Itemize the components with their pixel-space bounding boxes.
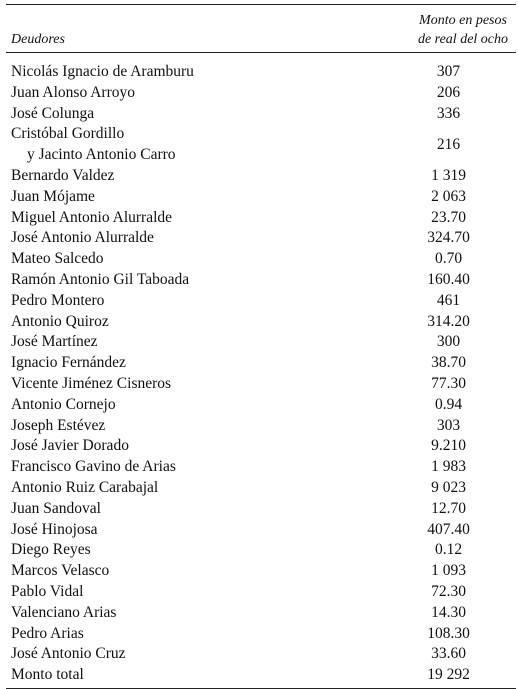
- table-row: [6, 478, 516, 499]
- debt-amount: 12.70: [431, 499, 466, 517]
- debt-amount: 407.40: [427, 520, 470, 538]
- debt-amount: 33.60: [431, 645, 466, 663]
- debt-amount: 461: [436, 291, 461, 309]
- table-row: [6, 62, 516, 83]
- debt-amount: 9 023: [431, 478, 466, 496]
- debtor-name: Diego Reyes: [11, 541, 91, 559]
- debtor-name: José Hinojosa: [11, 520, 98, 538]
- table-row: [6, 166, 516, 187]
- header-amount: [410, 11, 516, 49]
- total-label: Monto total: [11, 666, 84, 684]
- debt-amount: 0.12: [434, 541, 463, 559]
- debt-amount: 300: [436, 333, 461, 351]
- debtor-name: José Martínez: [11, 333, 98, 351]
- table-row: [6, 520, 516, 541]
- debtor-name: Juan Alonso Arroyo: [11, 83, 135, 101]
- table-row: [6, 208, 516, 229]
- table-header: [6, 5, 516, 52]
- table-row: [6, 457, 516, 478]
- table-row: [6, 83, 516, 104]
- debt-amount: 160.40: [427, 270, 470, 288]
- table-row: [6, 374, 516, 395]
- debt-amount: 0.94: [434, 395, 463, 413]
- header-amount-line2: de real del ocho: [417, 32, 509, 47]
- table-row: [6, 603, 516, 624]
- debtor-name: Antonio Ruiz Carabajal: [11, 478, 159, 496]
- table-row: [6, 540, 516, 561]
- table-row: [6, 353, 516, 374]
- table-row: [6, 124, 516, 166]
- table-row: [6, 291, 516, 312]
- header-amount-line1: Monto en pesos: [419, 13, 507, 28]
- debt-amount: 108.30: [427, 624, 470, 642]
- debtor-name: Ignacio Fernández: [11, 354, 126, 372]
- table-row: [6, 436, 516, 457]
- table-row: [6, 624, 516, 645]
- debtor-name-line1: Cristóbal Gordillo: [11, 125, 125, 143]
- debtor-name: Juan Mójame: [11, 187, 95, 205]
- debtor-name: Vicente Jiménez Cisneros: [11, 374, 172, 392]
- debt-amount: 2 063: [431, 187, 466, 205]
- debtor-name: Bernardo Valdez: [11, 166, 115, 184]
- table-row: [6, 249, 516, 270]
- debtor-name: [11, 124, 176, 166]
- debtor-name: Mateo Salcedo: [11, 250, 104, 268]
- debt-amount: 23.70: [431, 208, 466, 226]
- debt-amount: 314.20: [427, 312, 470, 330]
- debt-amount: 14.30: [431, 603, 466, 621]
- header-debtors: Deudores: [11, 32, 65, 47]
- debtor-name: Francisco Gavino de Arias: [11, 458, 176, 476]
- debt-amount: 1 319: [431, 166, 466, 184]
- debtor-name: Pedro Montero: [11, 291, 105, 309]
- table-row: [6, 561, 516, 582]
- debtor-name: Valenciano Arias: [11, 603, 117, 621]
- debtor-name: Pedro Arias: [11, 624, 84, 642]
- debt-amount: 72.30: [431, 582, 466, 600]
- debtor-name: José Antonio Alurralde: [11, 229, 154, 247]
- debt-amount: 307: [436, 63, 461, 80]
- debt-amount: 303: [436, 416, 461, 434]
- debt-amount: 77.30: [431, 374, 466, 392]
- table-row: [6, 395, 516, 416]
- table-row: [6, 332, 516, 353]
- table-row: [6, 187, 516, 208]
- table-row: [6, 270, 516, 291]
- debt-amount: 324.70: [427, 229, 470, 247]
- table-row: [6, 228, 516, 249]
- debtor-name-line2: y Jacinto Antonio Carro: [27, 146, 176, 164]
- debtor-name: Antonio Quiroz: [11, 312, 109, 330]
- debtor-name: Ramón Antonio Gil Taboada: [11, 270, 190, 288]
- debtor-name: José Javier Dorado: [11, 437, 129, 455]
- debt-amount: 1 983: [431, 458, 466, 476]
- debtor-name: Nicolás Ignacio de Aramburu: [11, 63, 194, 80]
- debtor-name: Juan Sandoval: [11, 499, 101, 517]
- debtor-name: Marcos Velasco: [11, 562, 110, 580]
- table-row: [6, 104, 516, 125]
- debtor-name: Pablo Vidal: [11, 582, 84, 600]
- debt-amount: 206: [436, 83, 461, 101]
- table-row: [6, 312, 516, 333]
- table-row: [6, 582, 516, 603]
- debtors-table: [6, 4, 516, 689]
- table-body: [6, 53, 516, 686]
- table-row: [6, 499, 516, 520]
- debtor-name: Antonio Cornejo: [11, 395, 116, 413]
- debt-amount: 1 093: [431, 562, 466, 580]
- debt-amount: 0.70: [434, 250, 463, 268]
- debtor-name: José Colunga: [11, 104, 95, 122]
- debtor-name: Joseph Estévez: [11, 416, 106, 434]
- debt-amount: 336: [436, 104, 461, 122]
- debt-amount: 9.210: [431, 437, 466, 455]
- debt-amount: 216: [436, 135, 461, 153]
- debtor-name: José Antonio Cruz: [11, 645, 126, 663]
- debtor-name: Miguel Antonio Alurralde: [11, 208, 173, 226]
- table-row: [6, 644, 516, 665]
- debt-amount: 38.70: [431, 354, 466, 372]
- table-row: [6, 416, 516, 437]
- total-amount: 19 292: [427, 666, 470, 684]
